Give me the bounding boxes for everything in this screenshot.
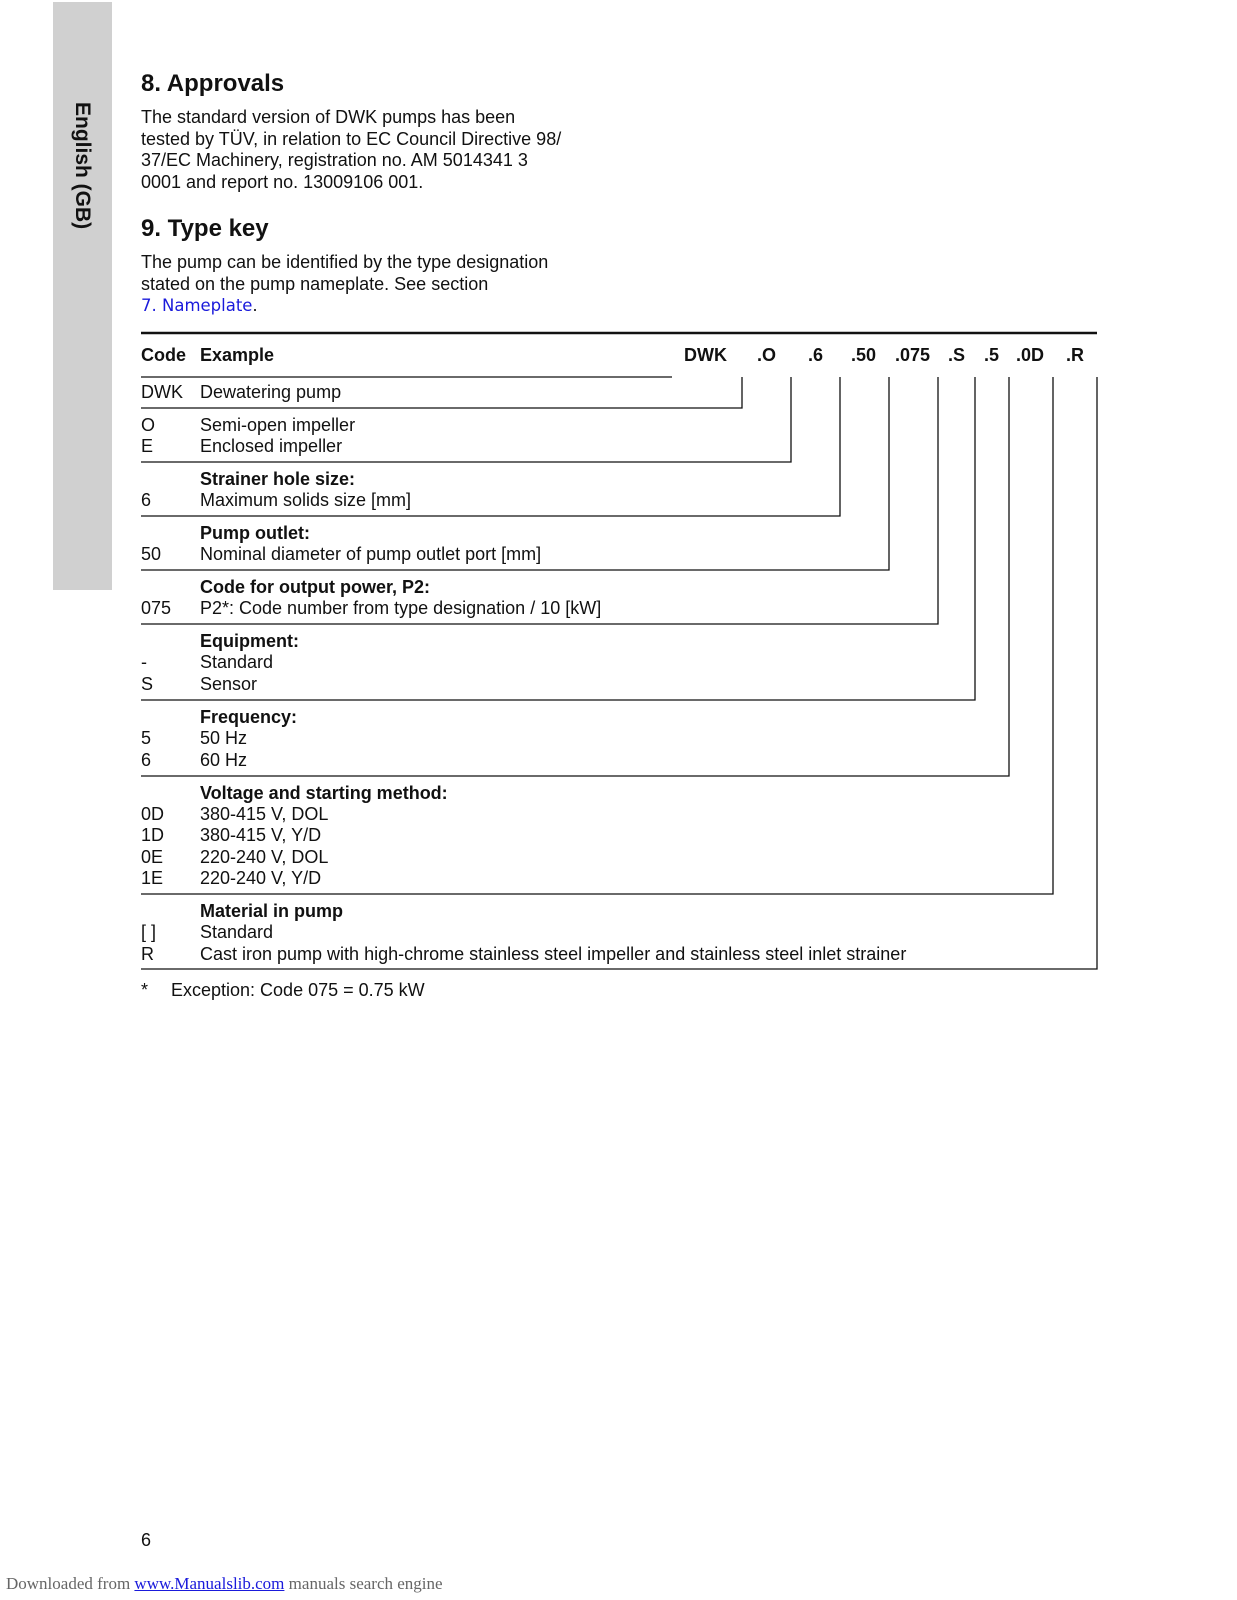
row-code: 1E <box>141 868 164 888</box>
approvals-line: 37/EC Machinery, registration no. AM 5014341 3 <box>141 150 528 170</box>
segment-impeller: .O <box>757 345 777 365</box>
row-desc: Sensor <box>200 674 258 694</box>
approvals-heading: 8. Approvals <box>141 70 285 97</box>
nameplate-section-link[interactable]: 7. Nameplate <box>141 296 253 315</box>
segment-voltage: .0D <box>1016 345 1045 365</box>
row-desc: 50 Hz <box>200 728 248 748</box>
row-desc: 380-415 V, Y/D <box>200 825 322 845</box>
row-desc: Maximum solids size [mm] <box>200 490 412 510</box>
row-desc: Standard <box>200 922 274 942</box>
approvals-line: 0001 and report no. 13009106 001. <box>141 171 424 192</box>
group-title: Code for output power, P2: <box>200 577 430 597</box>
row-code: DWK <box>141 382 183 402</box>
download-footer <box>6 1574 443 1594</box>
language-tab-label: English (GB) <box>71 102 94 230</box>
row-code: E <box>141 436 154 456</box>
row-code: 50 <box>141 544 162 564</box>
header-code: Code <box>141 345 186 365</box>
row-desc: Standard <box>200 652 274 672</box>
footer-suffix: manuals search engine <box>284 1574 443 1593</box>
row-code: - <box>141 652 147 672</box>
footnote-text: Exception: Code 075 = 0.75 kW <box>171 980 425 1000</box>
page-number: 6 <box>141 1530 152 1550</box>
group-title: Frequency: <box>200 707 298 727</box>
manualslib-link[interactable]: www.Manualslib.com <box>134 1574 285 1593</box>
row-code: R <box>141 944 154 964</box>
segment-power: .075 <box>895 345 931 365</box>
segment-frequency: .5 <box>984 345 1000 365</box>
row-desc: P2*: Code number from type designation / 10 [kW] <box>200 598 602 618</box>
type-key-heading: 9. Type key <box>141 215 269 242</box>
group-title: Equipment: <box>200 631 299 651</box>
row-code: 6 <box>141 750 152 770</box>
segment-dwk: DWK <box>684 345 727 365</box>
approvals-line: tested by TÜV, in relation to EC Council Directive 98/ <box>141 128 562 149</box>
intro-line: The pump can be identified by the type designation <box>141 252 549 272</box>
row-code: [ ] <box>141 922 157 942</box>
row-code: O <box>141 415 156 435</box>
group-title: Voltage and starting method: <box>200 783 448 803</box>
row-desc: Nominal diameter of pump outlet port [mm] <box>200 544 542 564</box>
row-desc: Semi-open impeller <box>200 415 356 435</box>
row-code: 1D <box>141 825 165 845</box>
row-code: 075 <box>141 598 172 618</box>
footer-prefix: Downloaded from <box>6 1574 135 1593</box>
row-desc: 220-240 V, Y/D <box>200 868 322 888</box>
intro-end: . <box>252 295 258 315</box>
intro-line: stated on the pump nameplate. See section <box>141 273 489 294</box>
footnote-marker: * <box>141 980 149 1000</box>
segment-strainer: .6 <box>808 345 824 365</box>
footnote <box>141 980 425 1001</box>
row-code: 0D <box>141 804 165 824</box>
row-desc: Enclosed impeller <box>200 436 343 456</box>
row-desc: Cast iron pump with high-chrome stainless steel impeller and stainless steel inlet strainer <box>200 944 907 964</box>
row-desc: 220-240 V, DOL <box>200 847 329 867</box>
row-code: 0E <box>141 847 164 867</box>
group-title: Strainer hole size: <box>200 469 356 489</box>
segment-outlet: .50 <box>851 345 877 365</box>
header-example: Example <box>200 345 275 365</box>
row-code: S <box>141 674 154 694</box>
row-desc: Dewatering pump <box>200 382 342 402</box>
segment-material: .R <box>1066 345 1084 365</box>
segment-equipment: .S <box>948 345 966 365</box>
row-desc: 60 Hz <box>200 750 248 770</box>
group-title: Material in pump <box>200 901 344 921</box>
row-desc: 380-415 V, DOL <box>200 804 329 824</box>
row-code: 5 <box>141 728 152 748</box>
row-code: 6 <box>141 490 152 510</box>
approvals-line: The standard version of DWK pumps has been <box>141 107 516 127</box>
group-title: Pump outlet: <box>200 523 310 543</box>
